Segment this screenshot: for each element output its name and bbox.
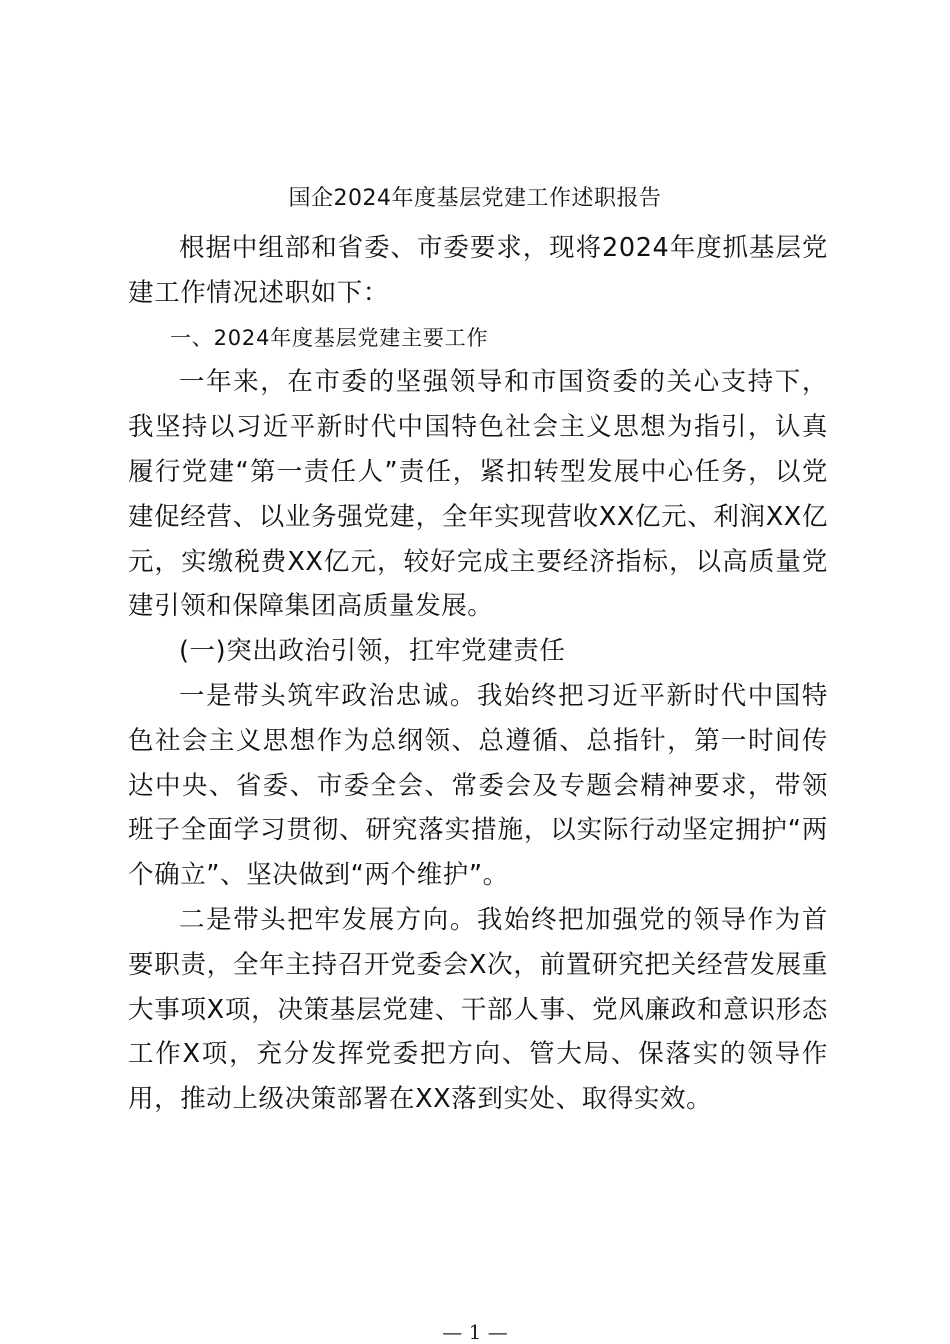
document-body [128, 226, 828, 1122]
intro-paragraph: 根据中组部和省委、市委要求，现将2024年度抓基层党建工作情况述职如下： [128, 233, 828, 308]
political-loyalty-paragraph: 一是带头筑牢政治忠诚。我始终把习近平新时代中国特色社会主义思想作为总纲领、总遵循、总指针，第一时间传达中央、省委、市委全会、常委会及专题会精神要求，带领班子全面学习贯彻、研究落实措施，以实际行动坚定拥护“两个确立”、坚决做到“两个维护”。 [128, 680, 828, 891]
document-title: 国企2024年度基层党建工作述职报告 [288, 186, 662, 211]
overview-paragraph: 一年来，在市委的坚强领导和市国资委的关心支持下，我坚持以习近平新时代中国特色社会主义思想为指引，认真履行党建“第一责任人”责任，紧扣转型发展中心任务，以党建促经营、以业务强党建，全年实现营收XX亿元、利润XX亿元，实缴税费XX亿元，较好完成主要经济指标，以高质量党建引领和保障集团高质量发展。 [128, 367, 828, 622]
section-heading-1: 一、2024年度基层党建主要工作 [170, 325, 489, 350]
page-number: — 1 — [442, 1320, 508, 1344]
development-direction-paragraph: 二是带头把牢发展方向。我始终把加强党的领导作为首要职责，全年主持召开党委会X次，前置研究把关经营发展重大事项X项，决策基层党建、干部人事、党风廉政和意识形态工作X项，充分发挥党委把方向、管大局、保落实的领导作用，推动上级决策部署在XX落到实处、取得实效。 [128, 904, 828, 1115]
subsection-heading-1: (一)突出政治引领，扛牢党建责任 [179, 636, 566, 667]
